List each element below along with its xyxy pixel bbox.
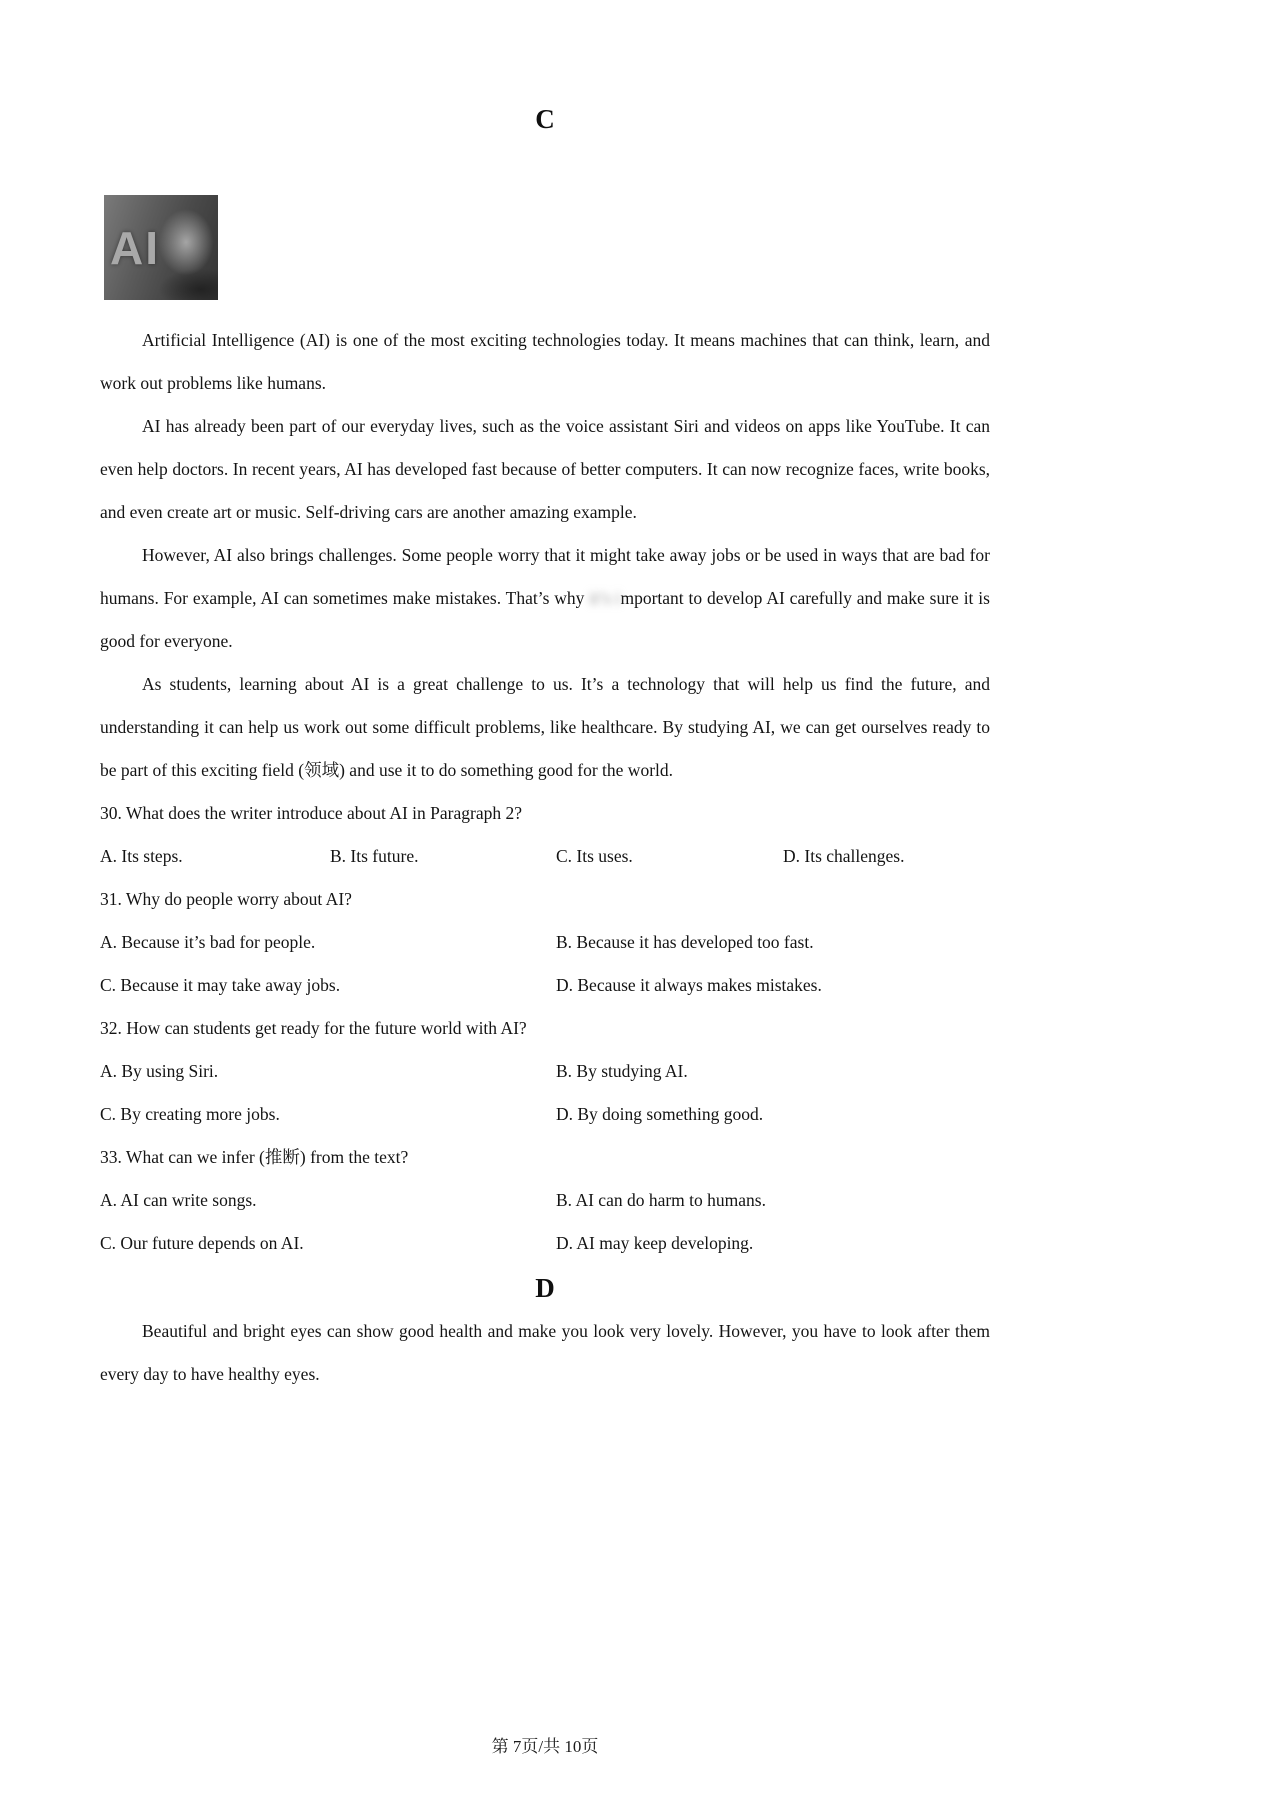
option-31-a: A. Because it’s bad for people.: [100, 932, 316, 952]
question-33-text: 33. What can we infer (推断) from the text?: [100, 1147, 409, 1167]
question-32-options-row-2: [100, 1093, 990, 1136]
passage-c-paragraph-3: [100, 534, 990, 663]
ai-photo-text: AI: [110, 221, 160, 274]
question-31-text: 31. Why do people worry about AI?: [100, 889, 352, 909]
option-31-d: D. Because it always makes mistakes.: [556, 975, 822, 995]
question-32-text: 32. How can students get ready for the future world with AI?: [100, 1018, 527, 1038]
section-d-heading: D: [535, 1273, 555, 1303]
option-32-b: B. By studying AI.: [556, 1061, 688, 1081]
question-32-options-row-1: [100, 1050, 990, 1093]
option-32-d: D. By doing something good.: [556, 1104, 764, 1124]
option-33-d: D. AI may keep developing.: [556, 1233, 754, 1253]
option-33-c: C. Our future depends on AI.: [100, 1233, 304, 1253]
passage-c: [100, 319, 990, 792]
option-30-a: A. Its steps.: [100, 846, 183, 866]
paragraph-3-text-after: mportant to develop AI carefully and make sure it is good for everyone.: [100, 588, 990, 651]
option-33-b: B. AI can do harm to humans.: [556, 1190, 766, 1210]
ai-photo: [104, 195, 218, 300]
questions-section: [100, 792, 990, 1265]
passage-d-paragraph-1: Beautiful and bright eyes can show good health and make you look very lovely. However, you have to look after them every day to have healthy eyes.: [100, 1321, 990, 1384]
option-30-b: B. Its future.: [330, 846, 419, 866]
option-30-c: C. Its uses.: [556, 846, 633, 866]
option-31-b: B. Because it has developed too fast.: [556, 932, 814, 952]
passage-c-paragraph-1: Artificial Intelligence (AI) is one of the most exciting technologies today. It means machines that can think, learn, and work out problems like humans.: [100, 330, 990, 393]
paragraph-3-text-before: However, AI also brings challenges. Some people worry that it might take away jobs or be used in ways that are bad for humans. For example, AI can sometimes make mistakes. That’s why: [100, 545, 990, 608]
question-31-options-row-2: [100, 964, 990, 1007]
page-number: 第 7页/共 10页: [491, 1737, 599, 1756]
question-31-options-row-1: [100, 921, 990, 964]
option-32-a: A. By using Siri.: [100, 1061, 219, 1081]
question-33-options-row-2: [100, 1222, 990, 1265]
option-32-c: C. By creating more jobs.: [100, 1104, 280, 1124]
paragraph-3-blurred-text: it’s i: [589, 588, 621, 608]
question-33-options-row-1: [100, 1179, 990, 1222]
question-30-options: [100, 835, 990, 878]
passage-c-paragraph-2: AI has already been part of our everyday lives, such as the voice assistant Siri and videos on apps like YouTube. It can even help doctors. In recent years, AI has developed fast because of better computers. It can now recognize faces, write books, and even create art or music. Self-driving cars are another amazing example.: [100, 416, 990, 522]
option-33-a: A. AI can write songs.: [100, 1190, 257, 1210]
section-c-heading: C: [535, 104, 555, 134]
question-30-text: 30. What does the writer introduce about AI in Paragraph 2?: [100, 803, 522, 823]
option-31-c: C. Because it may take away jobs.: [100, 975, 341, 995]
passage-c-paragraph-4: As students, learning about AI is a great challenge to us. It’s a technology that will help us find the future, and understanding it can help us work out some difficult problems, like healthcare. By studying AI, we can get ourselves ready to be part of this exciting field (领域) and use it to do something good for the world.: [100, 674, 990, 780]
option-30-d: D. Its challenges.: [783, 846, 905, 866]
